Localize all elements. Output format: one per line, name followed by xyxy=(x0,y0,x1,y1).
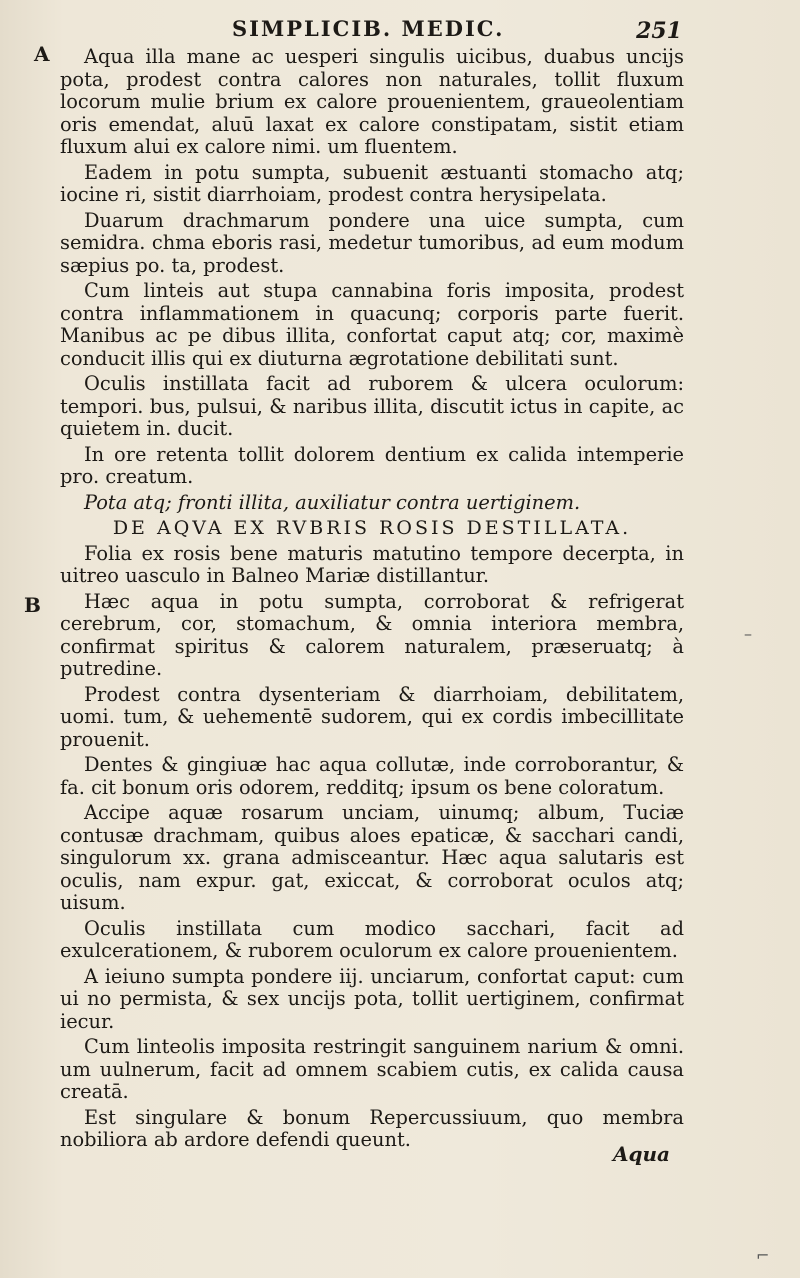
paragraph: Eadem in potu sumpta, subuenit æstuanti stomacho atq; iocine ri, sistit diarrhoiam, prodest contra herysipelata. xyxy=(60,160,684,206)
paragraph: Accipe aquæ rosarum unciam, uinumq; album, Tuciæ contusæ drachmam, quibus aloes epaticæ, & sacchari candi, singulorum xx. grana admisceantur. Hæc aqua salutaris est oculis, nam expur. gat, exiccat, & corroborat oculos atq; uisum. xyxy=(60,801,684,914)
paragraph: Aqua illa mane ac uesperi singulis uicibus, duabus uncijs pota, prodest contra calores non naturales, tollit fluxum locorum mulie brium ex calore prouenientem, graueolentiam oris emendat, aluū laxat ex calore constipatam, sistit etiam fluxum alui ex calore nimi. um fluentem. xyxy=(60,45,684,158)
paragraph: A ieiuno sumpta pondere iij. unciarum, confortat caput: cum ui no permista, & sex uncijs pota, tollit uertiginem, confirmat iecur. xyxy=(60,964,684,1033)
paragraph: Oculis instillata facit ad ruborem & ulcera oculorum: tempori. bus, pulsui, & naribus illita, discutit ictus in capite, ac quietem in. ducit. xyxy=(60,372,684,440)
paragraph: Dentes & gingiuæ hac aqua collutæ, inde corroborantur, & fa. cit bonum oris odorem, redditq; ipsum os bene coloratum. xyxy=(60,753,684,799)
body-text xyxy=(60,46,684,1155)
paragraph: Oculis instillata cum modico sacchari, facit ad exulcerationem, & ruborem oculorum ex calore prouenientem. xyxy=(60,916,684,962)
paragraph: Prodest contra dysenteriam & diarrhoiam, debilitatem, uomi. tum, & uehementē sudorem, qui ex cordis imbecillitate prouenit. xyxy=(60,682,684,751)
section-heading: DE AQVA EX RVBRIS ROSIS DESTILLATA. xyxy=(112,517,632,539)
paragraph: Duarum drachmarum pondere una uice sumpta, cum semidra. chma eboris rasi, medetur tumoribus, ad eum modum sæpius po. ta, prodest. xyxy=(60,208,684,277)
paragraph: Cum linteis aut stupa cannabina foris imposita, prodest contra inflammationem in quacunq; corporis parte fuerit. Manibus ac pe dibus illita, confortat caput atq; cor, maximè conducit illis qui ex diuturna ægrotatione debilitati sunt. xyxy=(60,279,684,370)
page-header xyxy=(232,16,682,46)
paragraph: In ore retenta tollit dolorem dentium ex calida intemperie pro. creatum. xyxy=(60,442,684,488)
margin-letter-a: A xyxy=(34,42,50,66)
paragraph: Pota atq; fronti illita, auxiliatur contra uertiginem. xyxy=(84,490,581,514)
margin-letter-b: B xyxy=(24,593,41,617)
page-number: 251 xyxy=(636,18,682,44)
page-corner-mark: ⌐ xyxy=(756,1246,770,1265)
paragraph: Cum linteolis imposita restringit sanguinem narium & omni. um uulnerum, facit ad omnem scabiem cutis, ex calida causa creatā. xyxy=(60,1035,684,1103)
paragraph: Est singulare & bonum Repercussiuum, quo membra nobiliora ab ardore defendi queunt. xyxy=(60,1105,684,1151)
paragraph: Hæc aqua in potu sumpta, corroborat & refrigerat cerebrum, cor, stomachum, & omnia interiora membra, confirmat spiritus & calorem naturalem, præseruatq; à putredine. xyxy=(60,589,684,680)
catchword: Aqua xyxy=(612,1142,670,1166)
margin-dash-mark: – xyxy=(744,624,752,643)
running-title: SIMPLICIB. MEDIC. xyxy=(232,16,505,41)
paragraph: Folia ex rosis bene maturis matutino tempore decerpta, in uitreo uasculo in Balneo Mariæ distillantur. xyxy=(60,541,684,587)
